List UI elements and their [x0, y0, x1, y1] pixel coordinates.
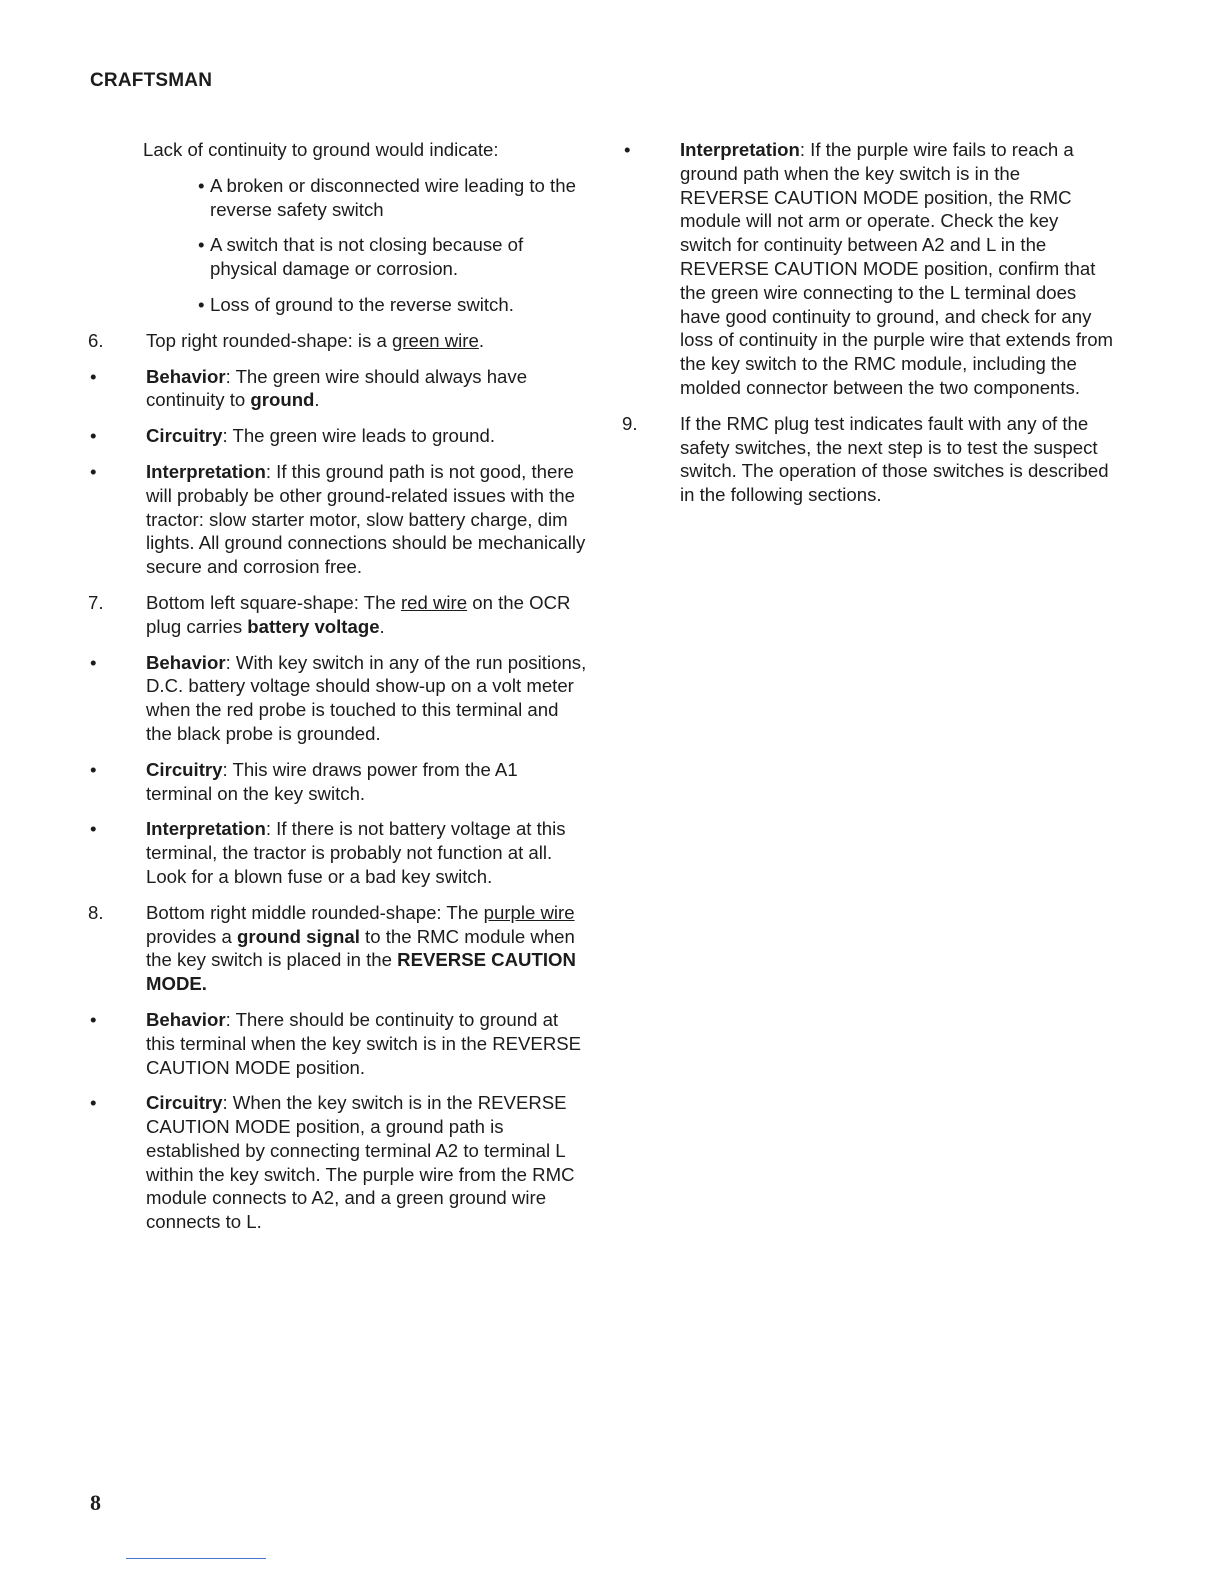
sub-bullet-text: Loss of ground to the reverse switch. [210, 293, 514, 315]
numbered-item-9 [622, 412, 1114, 507]
item-number: 9. [622, 412, 638, 434]
page-header-brand: CRAFTSMAN [90, 70, 213, 91]
item-text: Top right rounded-shape: is a [146, 329, 393, 351]
bullet-behavior [88, 365, 588, 413]
item-text: If the RMC plug test indicates fault with any of the safety switches, the next step is to test the suspect switch. The operation of those switches is described in the following sections. [680, 412, 1109, 506]
item-number: 8. [88, 901, 104, 923]
bullet-label: Interpretation [680, 139, 800, 160]
numbered-item-8 [88, 901, 588, 996]
item-text: provides a [146, 925, 237, 947]
bullet-icon: • [90, 1092, 97, 1114]
bullet-text: : There should be continuity to ground at this terminal when the key switch is in the REVERSE CAUTION MODE position. [146, 1008, 582, 1078]
bullet-icon: • [90, 425, 97, 447]
bullet-icon: • [90, 365, 97, 387]
bold-term: battery voltage [247, 615, 380, 637]
item-text: Bottom right middle rounded-shape: The [146, 901, 484, 923]
bullet-interpretation [88, 460, 588, 579]
bullet-label: Interpretation [146, 460, 266, 482]
bullet-text: : This wire draws power from the A1 terminal on the key switch. [146, 758, 518, 804]
bullet-label: Circuitry [146, 425, 223, 447]
item-number: 6. [88, 329, 104, 351]
left-column [88, 138, 588, 1246]
bullet-behavior [88, 1008, 588, 1079]
bullet-icon: • [90, 460, 97, 482]
item-text: . [379, 615, 385, 637]
bullet-icon: • [90, 1008, 97, 1030]
bullet-icon: • [90, 818, 97, 840]
bullet-text: : If this ground path is not good, there will probably be other ground-related issues with the tractor: slow starter motor, slow battery charge, dim lights. All ground connections should be mechanically secure and corrosion free. [146, 460, 586, 578]
purple-wire-link[interactable]: purple wire [483, 901, 575, 923]
bullet-interpretation [88, 817, 588, 888]
page-number: 8 [90, 1490, 101, 1515]
sub-bullet [88, 293, 588, 317]
bullet-text: : If the purple wire fails to reach a ground path when the key switch is in the REVERSE CAUTION MODE position, the RMC module will not arm or operate. Check the key switch for continuity between A2 and L in the REVERSE CAUTION MODE position, confirm that the green wire connecting to the L terminal does have good continuity to ground, and check for any loss of continuity in the purple wire that extends from the key switch to the RMC module, including the molded connector between the two components. [680, 139, 1114, 398]
bullet-interpretation [622, 138, 1114, 400]
bullet-circuitry [88, 758, 588, 806]
bullet-label: Circuitry [146, 758, 223, 780]
item-number: 7. [88, 591, 104, 613]
sub-bullet [88, 174, 588, 222]
red-wire-link[interactable]: red wire [400, 591, 468, 613]
bullet-text: : If there is not battery voltage at this terminal, the tractor is probably not function at all. Look for a blown fuse or a bad key switch. [146, 818, 566, 887]
bold-term: ground [250, 389, 315, 411]
sub-bullet-text: A switch that is not closing because of physical damage or corrosion. [210, 234, 524, 280]
bold-term: REVERSE CAUTION MODE. [146, 949, 576, 995]
bullet-text: . [314, 389, 320, 411]
item-text: on the OCR plug carries [146, 591, 571, 637]
bullet-icon: • [90, 651, 97, 673]
bullet-icon: • [198, 174, 205, 196]
green-wire-link[interactable]: green wire [392, 329, 479, 351]
bullet-icon: • [90, 758, 97, 780]
bullet-text: : The green wire should always have continuity to [146, 365, 528, 411]
bullet-text: : The green wire leads to ground. [222, 425, 496, 447]
bullet-icon: • [198, 234, 205, 256]
item-text: to the RMC module when the key switch is placed in the [146, 925, 575, 971]
bullet-circuitry [88, 424, 588, 448]
footer-divider [126, 1558, 266, 1559]
numbered-item-7 [88, 591, 588, 639]
bullet-label: Behavior [146, 651, 226, 673]
item-text: Bottom left square-shape: The [146, 591, 401, 613]
bullet-behavior [88, 651, 588, 746]
right-column [622, 138, 1114, 519]
sub-bullet [88, 233, 588, 281]
bullet-icon: • [624, 139, 631, 160]
bullet-label: Behavior [146, 1008, 226, 1030]
bold-term: ground signal [236, 925, 360, 947]
bullet-text: : With key switch in any of the run positions, D.C. battery voltage should show-up on a volt meter when the red probe is touched to this terminal and the black probe is grounded. [146, 651, 587, 744]
bullet-icon: • [198, 293, 205, 315]
bullet-label: Circuitry [146, 1092, 223, 1114]
bullet-label: Behavior [146, 365, 226, 387]
item-text: . [478, 329, 485, 351]
bullet-circuitry [88, 1091, 588, 1234]
numbered-item-6 [88, 329, 588, 353]
bullet-text: : When the key switch is in the REVERSE CAUTION MODE position, a ground path is established by connecting terminal A2 to terminal L within the key switch. The purple wire from the RMC module connects to A2, and a green ground wire connects to L. [146, 1092, 575, 1233]
bullet-label: Interpretation [146, 818, 266, 840]
sub-bullet-text: A broken or disconnected wire leading to the reverse safety switch [210, 174, 576, 220]
intro-text: Lack of continuity to ground would indicate: [143, 139, 499, 160]
